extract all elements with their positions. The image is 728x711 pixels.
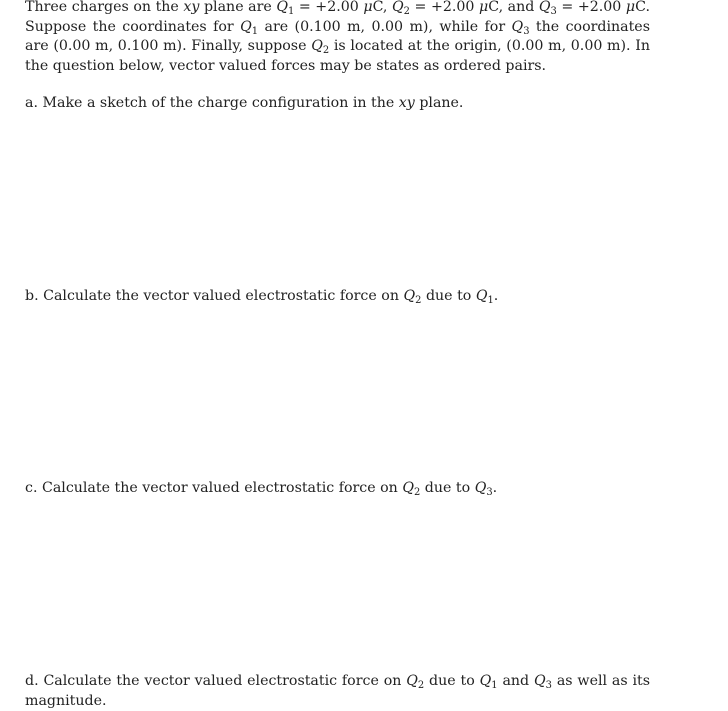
math-subscript: 2: [403, 5, 410, 17]
question-a: [25, 94, 650, 114]
question-c-end: .: [492, 480, 498, 496]
intro-text: plane are: [199, 0, 277, 15]
math-q2: Q: [402, 480, 414, 496]
math-subscript: 1: [251, 25, 259, 37]
math-q1: Q: [479, 673, 492, 689]
math-subscript: 3: [523, 25, 530, 37]
math-xy: xy: [183, 0, 200, 15]
math-q1: Q: [276, 0, 288, 15]
intro-text: is located at the origin, (0.00 m, 0.00 m). In the question below, vector valued forces may be states as ordered pairs.: [25, 38, 650, 74]
intro-text: C. Suppose the coordinates for: [25, 0, 650, 35]
math-xy: xy: [398, 95, 415, 111]
math-subscript: 1: [287, 5, 295, 17]
math-subscript: 3: [545, 679, 552, 691]
math-q2: Q: [406, 673, 418, 689]
answer-space-c: [25, 503, 650, 668]
question-c-mid: due to: [420, 480, 475, 496]
math-subscript: 1: [487, 294, 494, 306]
math-mu: μ: [479, 0, 489, 15]
question-d-mid: due to: [424, 673, 480, 689]
intro-text: C,: [372, 0, 392, 15]
answer-space-b: [25, 311, 650, 476]
intro-text: Three charges on the: [25, 0, 184, 15]
math-subscript: 1: [491, 679, 498, 691]
math-subscript: 2: [417, 679, 425, 691]
intro-text: the coordinates are (0.00 m, 0.100 m). Finally, suppose: [25, 18, 650, 55]
answer-space-a: [25, 118, 650, 283]
math-subscript: 2: [415, 294, 422, 306]
problem-statement: [25, 0, 650, 76]
math-q3: Q: [511, 18, 524, 35]
math-mu: μ: [625, 0, 636, 15]
math-subscript: 2: [322, 45, 330, 57]
question-c: [25, 479, 650, 499]
math-subscript: 3: [486, 486, 493, 498]
question-d-and: and: [497, 673, 534, 689]
math-q1: Q: [475, 288, 488, 304]
intro-text: = +2.00: [556, 0, 626, 15]
intro-text: are (0.100 m, 0.00 m), while for: [258, 18, 512, 35]
question-d: [25, 672, 650, 711]
math-q3: Q: [534, 673, 546, 689]
question-b-text: b. Calculate the vector valued electrostatic force on: [25, 288, 404, 304]
math-subscript: 2: [413, 486, 421, 498]
question-b-mid: due to: [421, 288, 476, 304]
question-b: [25, 287, 650, 307]
math-q2: Q: [392, 0, 404, 15]
question-b-end: .: [493, 288, 499, 304]
intro-text: = +2.00: [294, 0, 364, 15]
math-mu: μ: [363, 0, 373, 15]
question-a-end: plane.: [414, 95, 464, 111]
math-q3: Q: [538, 0, 551, 15]
math-subscript: 3: [550, 5, 557, 17]
question-d-end: as well as its magnitude.: [25, 673, 651, 709]
math-q2: Q: [311, 38, 323, 55]
math-q3: Q: [474, 480, 487, 496]
question-a-text: a. Make a sketch of the charge configuration in the: [25, 95, 399, 111]
question-d-text: d. Calculate the vector valued electrostatic force on: [25, 673, 407, 689]
intro-text: = +2.00: [409, 0, 479, 15]
intro-text: C, and: [488, 0, 539, 15]
math-q1: Q: [240, 18, 252, 35]
question-c-text: c. Calculate the vector valued electrostatic force on: [25, 480, 403, 496]
math-q2: Q: [403, 288, 416, 304]
